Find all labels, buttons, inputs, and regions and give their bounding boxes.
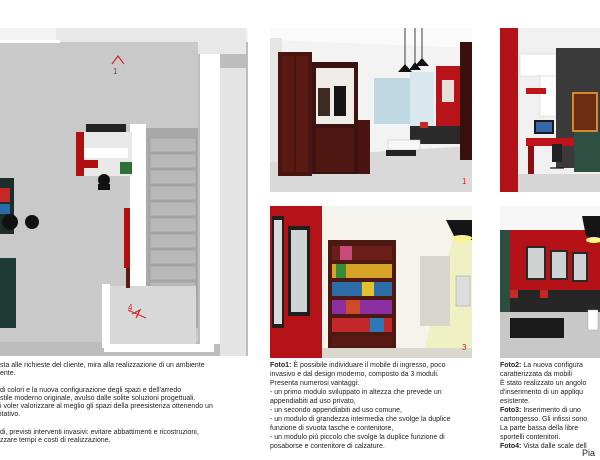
right-line-text: È stato realizzato un angolo xyxy=(500,380,587,387)
plan-marker-1: 1 xyxy=(113,67,118,76)
right-line-text: d'inserimento di un appliqu xyxy=(500,389,584,396)
photo-3-number: 3 xyxy=(462,343,467,352)
right-line xyxy=(500,443,587,452)
foto1-line: - un modulo di grandezza intermedia che svolge la duplice xyxy=(270,416,451,423)
foto1-text: È possibile individuare il mobile di ingresso, poco xyxy=(291,362,446,369)
left-text-line: itativo. xyxy=(0,411,21,418)
floor-plan xyxy=(0,28,248,356)
foto1-heading: Foto1: xyxy=(270,362,292,369)
right-line-text: sportelli contenitori. xyxy=(500,434,561,441)
foto2-heading: Foto2: xyxy=(500,362,522,369)
foto4-heading: Foto4: xyxy=(500,443,522,450)
render-photo-4 xyxy=(500,206,600,358)
foto1-line: invasivo e dal design moderno, composto da 3 moduli. xyxy=(270,371,439,378)
right-line-text: caratterizzata da mobili xyxy=(500,371,572,378)
right-line-text: Vista dalle scale dell xyxy=(521,443,587,450)
render-photo-3 xyxy=(270,206,472,358)
right-line-text: esistente. xyxy=(500,398,530,405)
plan-marker-4: 4 xyxy=(128,303,133,312)
render-photo-1 xyxy=(270,28,472,192)
right-line xyxy=(500,407,581,416)
foto3-heading: Foto3: xyxy=(500,407,522,414)
right-line xyxy=(500,434,560,443)
foto1-line: appendiabiti ad uso privato, xyxy=(270,398,356,405)
right-line xyxy=(500,398,530,407)
left-text-line: di, previsti interventi invasivi: evitare abbattimenti e ricostruzioni, xyxy=(0,429,199,436)
foto1-line: - un secondo appendiabiti ad uso comune, xyxy=(270,407,402,414)
right-line-text: cartongesso. Gli infissi sono xyxy=(500,416,588,423)
right-line xyxy=(500,380,586,389)
left-text-line: sta alle richieste del cliente, mira alla realizzazione di un ambiente xyxy=(0,362,205,369)
right-line xyxy=(500,371,572,380)
corner-title: Pia xyxy=(582,448,596,458)
left-text-line: zzare tempi e costi di realizzazione. xyxy=(0,437,111,444)
left-text-line: ente. xyxy=(0,370,16,377)
photo-1-number: 1 xyxy=(462,177,467,186)
foto1-line: Presenta numerosi vantaggi: xyxy=(270,380,360,387)
right-line xyxy=(500,425,578,434)
left-text-line: di colori e la nuova configurazione degli spazi e dell'arredo xyxy=(0,387,182,394)
foto1-first-line xyxy=(270,362,445,371)
left-text-line: i voler valorizzare al meglio gli spazi della preesistenza ottenendo un xyxy=(0,403,213,410)
right-line xyxy=(500,389,583,398)
foto1-line: funzione di svuota tasche e contenitore, xyxy=(270,425,394,432)
foto1-line: - un primo modulo sviluppato in altezza che prevede un xyxy=(270,389,442,396)
right-line xyxy=(500,416,587,425)
right-line-text: La nuova configura xyxy=(521,362,583,369)
right-line-text: Inserimento di uno xyxy=(521,407,581,414)
right-line xyxy=(500,362,583,371)
left-text-line: stile moderno originale, avulso dalle solite soluzioni progettuali. xyxy=(0,395,196,402)
foto1-line: - un modulo più piccolo che svolge la duplice funzione di xyxy=(270,434,445,441)
right-line-text: La parte bassa della libre xyxy=(500,425,579,432)
render-photo-2 xyxy=(500,28,600,192)
foto1-line: posaborse e contenitore di calzature. xyxy=(270,443,385,450)
